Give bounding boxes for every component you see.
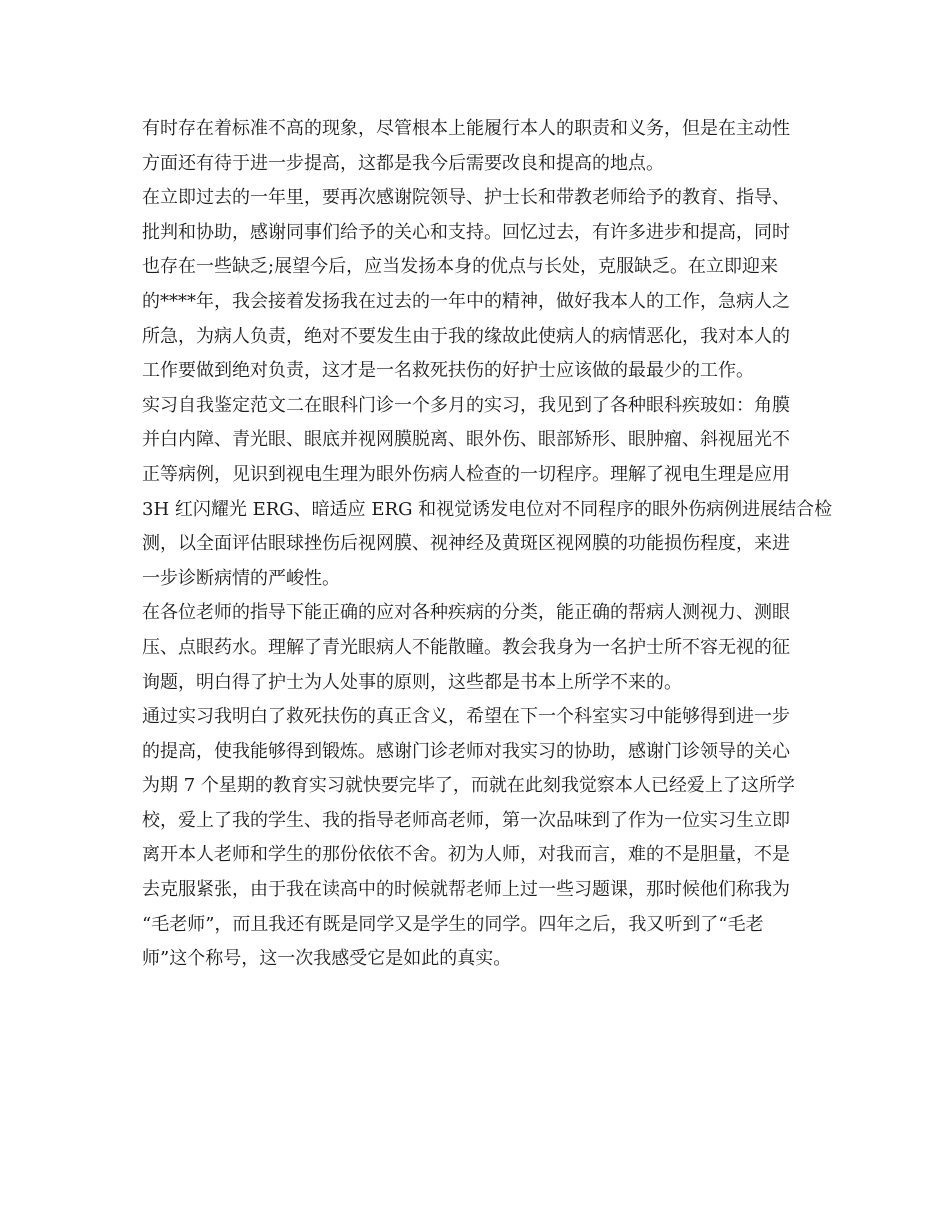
text-line: 离开本人老师和学生的那份依依不舍。初为人师，对我而言，难的不是胆量，不是	[142, 844, 790, 866]
text-line: 实习自我鉴定范文二在眼科门诊一个多月的实习，我见到了各种眼科疾玻如：角膜	[142, 394, 790, 416]
text-line: 去克服紧张，由于我在读高中的时候就帮老师上过一些习题课，那时候他们称我为	[142, 879, 790, 901]
text-line: 询题，明白得了护士为人处事的原则，这些都是书本上所学不来的。	[142, 671, 682, 693]
text-line: 所急，为病人负责，绝对不要发生由于我的缘故此使病人的病情恶化，我对本人的	[142, 325, 790, 347]
text-line: 方面还有待于进一步提高，这都是我今后需要改良和提高的地点。	[142, 152, 664, 174]
text-line: 并白内障、青光眼、眼底并视网膜脱离、眼外伤、眼部矫形、眼肿瘤、斜视屈光不	[142, 429, 790, 451]
text-line: “毛老师”，而且我还有既是同学又是学生的同学。四年之后，我又听到了“毛老	[142, 913, 764, 935]
text-line: 工作要做到绝对负责，这才是一名救死扶伤的好护士应该做的最最少的工作。	[142, 360, 754, 382]
text-line: 也存在一些缺乏;展望今后，应当发扬本身的优点与长处，克服缺乏。在立即迎来	[142, 256, 779, 278]
text-line: 通过实习我明白了救死扶伤的真正含义，希望在下一个科室实习中能够得到进一步	[142, 706, 790, 728]
text-line: 校，爱上了我的学生、我的指导老师高老师，第一次品味到了作为一位实习生立即	[142, 809, 790, 831]
text-line: 师”这个称号，这一次我感受它是如此的真实。	[142, 948, 512, 970]
text-line: 正等病例，见识到视电生理为眼外伤病人检查的一切程序。理解了视电生理是应用	[142, 463, 790, 485]
text-line: 的提高，使我能够得到锻炼。感谢门诊老师对我实习的协助，感谢门诊领导的关心	[142, 740, 790, 762]
text-line: 测，以全面评估眼球挫伤后视网膜、视神经及黄斑区视网膜的功能损伤程度，来进	[142, 533, 790, 555]
text-line: 一步诊断病情的严峻性。	[142, 567, 340, 589]
text-line: 在立即过去的一年里，要再次感谢院领导、护士长和带教老师给予的教育、指导、	[142, 187, 790, 209]
text-line: 的****年，我会接着发扬我在过去的一年中的精神，做好我本人的工作，急病人之	[142, 290, 790, 312]
text-line: 3H 红闪耀光 ERG、暗适应 ERG 和视觉诱发电位对不同程序的眼外伤病例进展结合检	[142, 498, 833, 520]
text-line: 批判和协助，感谢同事们给予的关心和支持。回忆过去，有许多进步和提高，同时	[142, 221, 790, 243]
text-line: 在各位老师的指导下能正确的应对各种疾病的分类，能正确的帮病人测视力、测眼	[142, 602, 790, 624]
text-line: 压、点眼药水。理解了青光眼病人不能散瞳。教会我身为一名护士所不容无视的征	[142, 636, 790, 658]
document-body	[142, 112, 833, 977]
text-line: 有时存在着标准不高的现象，尽管根本上能履行本人的职责和义务，但是在主动性	[142, 118, 790, 139]
text-line: 为期 7 个星期的教育实习就快要完毕了，而就在此刻我觉察本人已经爱上了这所学	[142, 775, 795, 797]
